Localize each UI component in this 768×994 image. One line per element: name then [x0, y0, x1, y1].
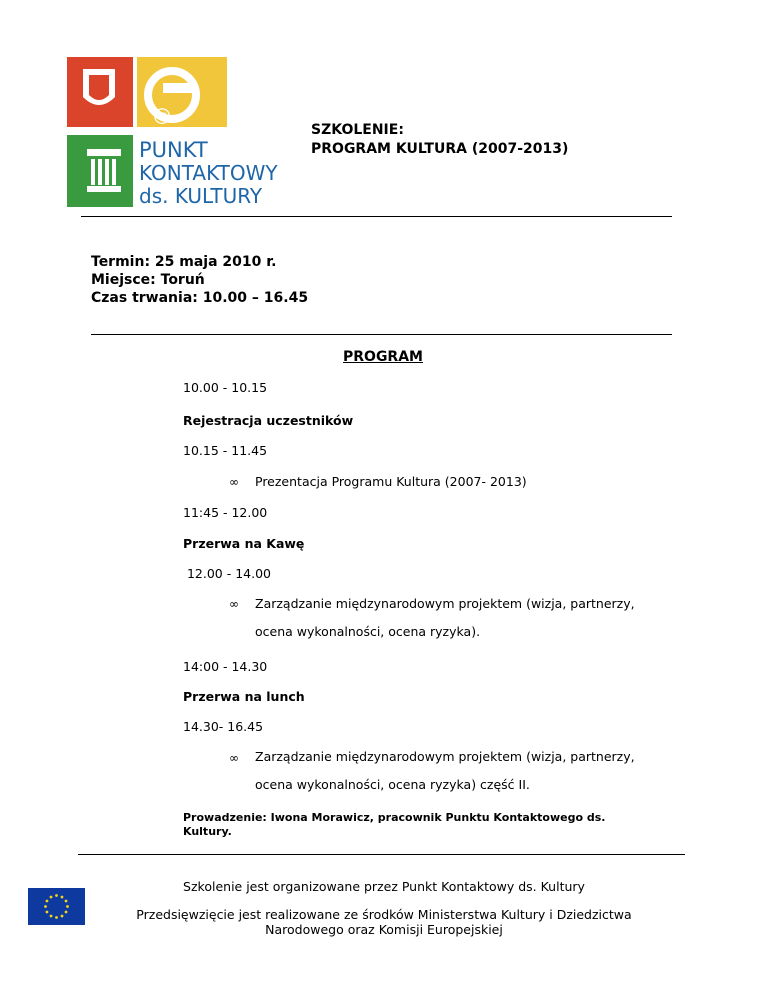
footer-organizer: Szkolenie jest organizowane przez Punkt Kontaktowy ds. Kultury: [183, 879, 585, 894]
eu-star: [46, 911, 49, 914]
info-czas: Czas trwania: 10.00 – 16.45: [91, 290, 309, 306]
divider-bottom: [78, 854, 685, 855]
eu-star: [61, 915, 64, 918]
logo-text-line2: KONTAKTOWY: [139, 161, 278, 185]
trainer-info: Prowadzenie: Iwona Morawicz, pracownik Punktu Kontaktowego ds. Kultury.: [183, 811, 606, 838]
schedule-label: Rejestracja uczestników: [183, 413, 354, 428]
info-termin: Termin: 25 maja 2010 r.: [91, 254, 277, 270]
schedule-time: 12.00 - 14.00: [183, 566, 272, 581]
schedule-time: 10.15 - 11.45: [183, 443, 268, 458]
logo-text-line1: PUNKT: [139, 138, 208, 162]
eu-star: [50, 896, 53, 899]
schedule-bullet-text: Zarządzanie międzynarodowym projektem (wizja, partnerzy,: [255, 596, 635, 611]
eu-star: [55, 894, 58, 897]
divider-top: [81, 216, 672, 217]
logo-graphic: [67, 57, 279, 209]
title-line-2: PROGRAM KULTURA (2007-2013): [311, 141, 569, 157]
schedule-time: 14:00 - 14.30: [183, 659, 268, 674]
schedule-time: 14.30- 16.45: [183, 719, 264, 734]
eu-star: [65, 900, 68, 903]
eu-star: [44, 905, 47, 908]
schedule-label: Przerwa na Kawę: [183, 536, 305, 551]
title-line-1: SZKOLENIE:: [311, 122, 404, 138]
eu-star: [46, 900, 49, 903]
eu-star: [66, 905, 69, 908]
eu-star: [61, 896, 64, 899]
schedule-time: 11:45 - 12.00: [183, 505, 268, 520]
schedule-bullet-text: Zarządzanie międzynarodowym projektem (wizja, partnerzy,: [255, 749, 635, 764]
schedule-label: Przerwa na lunch: [183, 689, 305, 704]
logo-text-line3: ds. KULTURY: [139, 184, 263, 208]
logo-at-symbol: @: [153, 105, 171, 126]
schedule-time: 10.00 - 10.15: [183, 380, 268, 395]
schedule-bullet-text-cont: ocena wykonalności, ocena ryzyka).: [255, 624, 481, 639]
program-heading: PROGRAM: [343, 349, 423, 365]
page-title: [311, 121, 568, 159]
divider-middle: [91, 334, 672, 335]
info-miejsce: Miejsce: Toruń: [91, 272, 205, 288]
eu-star: [50, 915, 53, 918]
eu-star: [65, 911, 68, 914]
schedule-bullet-text: Prezentacja Programu Kultura (2007- 2013): [255, 474, 527, 489]
bullet-icon: ∞: [229, 597, 239, 611]
event-info: [91, 253, 308, 307]
bullet-icon: ∞: [229, 475, 239, 489]
eu-star: [55, 916, 58, 919]
schedule-bullet-text-cont: ocena wykonalności, ocena ryzyka) część II.: [255, 777, 530, 792]
punkt-kontaktowy-logo: [67, 57, 279, 209]
bullet-icon: ∞: [229, 751, 239, 765]
footer-funding: Przedsięwzięcie jest realizowane ze środków Ministerstwa Kultury i Dziedzictwa Narodowego oraz Komisji Europejskiej: [136, 907, 632, 937]
